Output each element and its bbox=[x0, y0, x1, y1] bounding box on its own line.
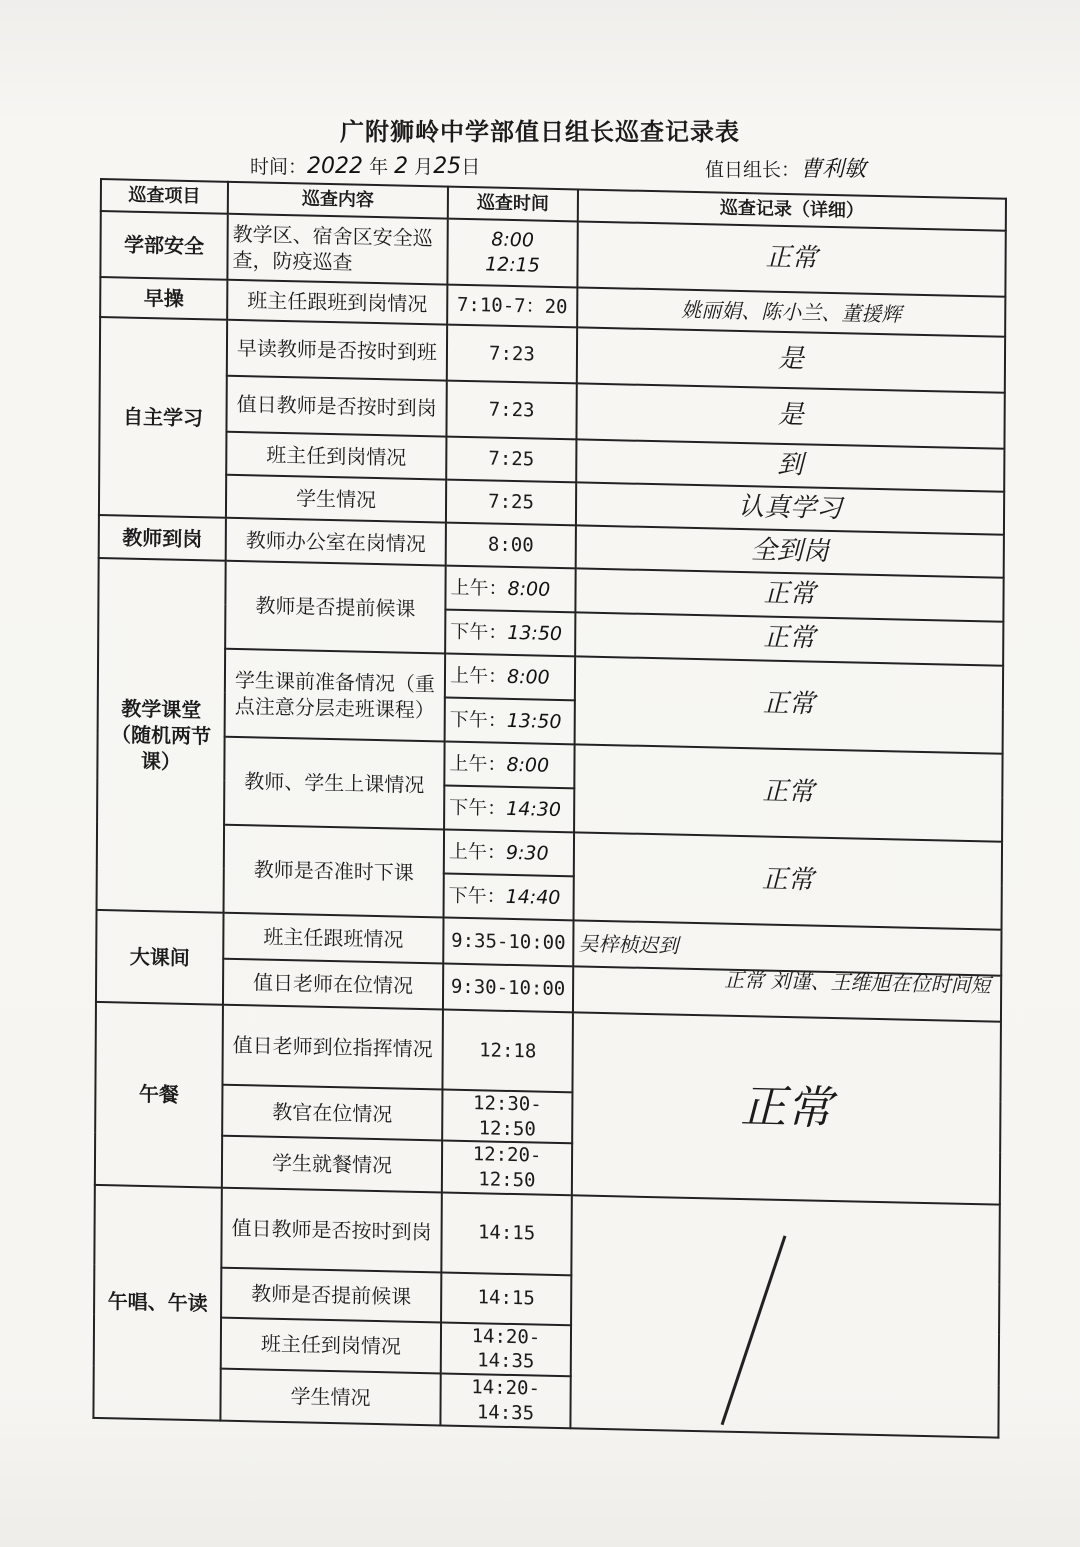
leader-signature: 曹利敏 bbox=[800, 157, 867, 182]
record-cell: 正常 bbox=[575, 568, 1003, 621]
category-cell: 早操 bbox=[100, 277, 227, 320]
time-cell: 14:20-14:35 bbox=[441, 1322, 571, 1376]
record-cell: 认真学习 bbox=[576, 482, 1004, 534]
category-cell: 大课间 bbox=[96, 910, 224, 1005]
time-cell-am: 上午：9:30 bbox=[444, 830, 574, 877]
header-time: 巡查时间 bbox=[448, 187, 578, 222]
content-cell: 教师是否提前候课 bbox=[221, 1267, 441, 1322]
time-cell: 7:25 bbox=[446, 480, 576, 526]
content-cell: 学生就餐情况 bbox=[222, 1136, 442, 1192]
content-cell: 班主任到岗情况 bbox=[226, 432, 446, 480]
header-item: 巡查项目 bbox=[101, 179, 228, 214]
category-cell: 教学课堂（随机两节课） bbox=[97, 558, 226, 913]
day-value: 25 bbox=[433, 154, 462, 179]
record-cell: 姚丽娟、陈小兰、董援辉 bbox=[577, 287, 1005, 336]
category-cell: 学部安全 bbox=[100, 211, 227, 280]
category-cell: 午餐 bbox=[95, 1002, 223, 1187]
content-cell: 学生情况 bbox=[220, 1369, 440, 1425]
record-cell: 正常 bbox=[572, 1012, 1001, 1204]
time-cell: 7:23 bbox=[446, 381, 576, 440]
time-cell-pm: 下午：13:50 bbox=[445, 698, 575, 745]
time-cell: 14:15 bbox=[441, 1272, 571, 1325]
time-cell: 7:23 bbox=[447, 325, 577, 384]
header-content: 巡查内容 bbox=[228, 182, 448, 219]
record-cell: 正常 bbox=[577, 221, 1005, 296]
content-cell: 早读教师是否按时到班 bbox=[227, 320, 447, 381]
record-cell: 正常 bbox=[575, 612, 1003, 665]
time-cell: 12:30-12:50 bbox=[442, 1089, 572, 1143]
time-cell-am: 上午：8:00 bbox=[445, 566, 575, 613]
record-cell: 是 bbox=[577, 327, 1005, 392]
record-cell: 正常 bbox=[574, 744, 1003, 841]
time-cell: 8:00 bbox=[446, 523, 576, 569]
time-cell-pm: 下午：13:50 bbox=[445, 610, 575, 657]
inspection-table bbox=[92, 178, 1007, 1438]
header-record: 巡查记录（详细） bbox=[578, 189, 1006, 230]
content-cell: 教师办公室在岗情况 bbox=[226, 518, 446, 566]
content-cell: 值日教师是否按时到岗 bbox=[226, 376, 446, 437]
year-value: 2022 bbox=[307, 154, 364, 179]
form-title: 广附狮岭中学部值日组长巡查记录表 bbox=[340, 117, 740, 146]
leader-line: 值日组长：曹利敏 bbox=[705, 157, 867, 182]
record-cell: 全到岗 bbox=[576, 525, 1004, 577]
content-cell: 值日教师是否按时到岗 bbox=[221, 1187, 441, 1272]
time-cell-pm: 下午：14:30 bbox=[444, 786, 574, 833]
time-cell: 7:25 bbox=[446, 437, 576, 483]
content-cell: 班主任跟班到岗情况 bbox=[227, 280, 447, 325]
time-cell-am: 上午：8:00 bbox=[445, 654, 575, 701]
record-cell: 是 bbox=[576, 383, 1004, 448]
month-value: 2 bbox=[394, 154, 409, 179]
category-cell: 自主学习 bbox=[99, 317, 227, 518]
inspection-table-wrapper bbox=[92, 178, 1005, 1438]
content-cell: 教师是否准时下课 bbox=[224, 825, 445, 918]
content-cell: 值日老师到位指挥情况 bbox=[222, 1005, 442, 1090]
time-cell: 9:30-10:00 bbox=[443, 964, 573, 1013]
category-cell: 午唱、午读 bbox=[93, 1185, 221, 1420]
content-cell: 教师是否提前候课 bbox=[225, 561, 446, 654]
record-cell: 吴梓桢迟到 bbox=[573, 920, 1001, 975]
date-line: 时间：2022 年 2 月25日 bbox=[250, 154, 481, 179]
time-cell: 14:15 bbox=[441, 1192, 571, 1275]
content-cell: 教学区、宿舍区安全巡查，防疫巡查 bbox=[227, 214, 447, 285]
time-cell: 9:35-10:00 bbox=[443, 918, 573, 967]
time-cell-am: 上午：8:00 bbox=[444, 742, 574, 789]
time-cell: 8:00 12:15 bbox=[447, 219, 577, 288]
time-cell: 14:20-14:35 bbox=[440, 1374, 570, 1428]
content-cell: 值日老师在位情况 bbox=[223, 959, 443, 1010]
time-cell: 12:20-12:50 bbox=[442, 1141, 572, 1195]
record-cell: 到 bbox=[576, 439, 1004, 491]
strike-slash bbox=[721, 1235, 787, 1425]
record-cell: 正常 bbox=[574, 832, 1003, 929]
category-cell: 教师到岗 bbox=[99, 515, 226, 561]
time-cell: 7:10-7：20 bbox=[447, 285, 577, 328]
content-cell: 学生情况 bbox=[226, 475, 446, 523]
record-cell: 正常 刘谨、王维旭在位时间短 bbox=[573, 966, 1001, 1021]
content-cell: 教师、学生上课情况 bbox=[224, 737, 445, 830]
content-cell: 班主任到岗情况 bbox=[221, 1317, 441, 1373]
record-cell: 正常 bbox=[575, 656, 1004, 753]
content-cell: 教官在位情况 bbox=[222, 1085, 442, 1141]
time-cell: 12:18 bbox=[442, 1009, 572, 1092]
content-cell: 班主任跟班情况 bbox=[223, 913, 443, 964]
time-cell-pm: 下午：14:40 bbox=[444, 874, 574, 921]
record-cell-crossed bbox=[570, 1195, 999, 1437]
content-cell: 学生课前准备情况（重点注意分层走班课程） bbox=[225, 649, 446, 742]
